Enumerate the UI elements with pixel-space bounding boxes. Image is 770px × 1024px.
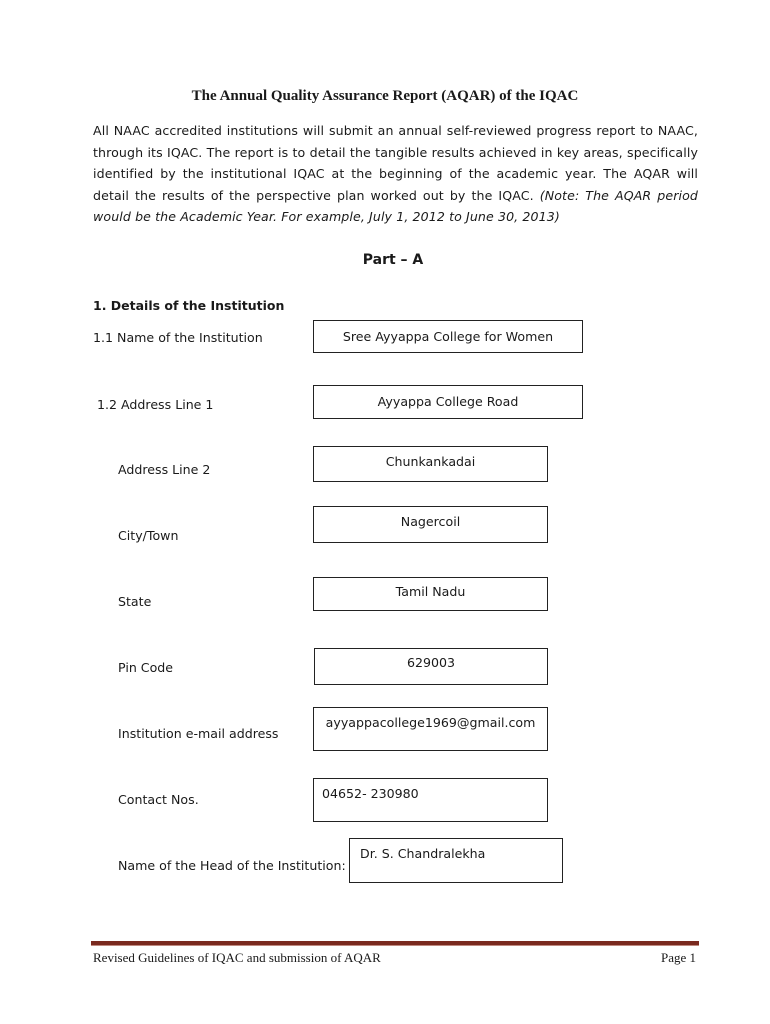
head-of-institution-value: Dr. S. Chandralekha [360,846,486,861]
section-heading: 1. Details of the Institution [93,298,285,313]
head-of-institution-field[interactable] [349,838,563,883]
state-value: Tamil Nadu [395,584,466,599]
footer-divider [91,941,699,946]
email-label: Institution e-mail address [118,726,279,741]
page-number: Page 1 [660,950,696,965]
city-field[interactable] [313,506,548,543]
address-line1-field[interactable] [313,385,583,419]
city-value: Nagercoil [400,514,461,529]
pin-label: Pin Code [118,660,174,675]
email-field[interactable] [313,707,548,751]
address-line2-field[interactable] [313,446,548,482]
address1-label: 1.2 Address Line 1 [97,397,214,412]
head-label: Name of the Head of the Institution: [118,858,346,873]
city-label: City/Town [118,528,179,543]
contact-value: 04652- 230980 [322,786,419,801]
email-value: ayyappacollege1969@gmail.com [325,715,536,730]
name-label: 1.1 Name of the Institution [93,330,263,345]
pin-code-field[interactable] [314,648,548,685]
intro-note: (Note: The AQAR period would be the Academic Year. For example, July 1, 2012 to June 30, 2013) [93,187,698,225]
document-title: The Annual Quality Assurance Report (AQAR) of the IQAC [191,88,579,104]
contact-field[interactable] [313,778,548,822]
institution-name-field[interactable] [313,320,583,353]
institution-name-value: Sree Ayyappa College for Women [342,329,554,344]
intro-text: All NAAC accredited institutions will submit an annual self-reviewed progress report to NAAC, through its IQAC. The report is to detail the tangible results achieved in key areas, specifically identified by the institutional IQAC at the beginning of the academic year. The AQAR will detail the results of the perspective plan worked out by the IQAC. [93,123,698,203]
part-heading: Part – A [362,252,424,268]
state-field[interactable] [313,577,548,611]
contact-label: Contact Nos. [118,792,199,807]
intro-paragraph [93,120,698,228]
pin-code-value: 629003 [406,655,456,670]
address-line1-value: Ayyappa College Road [377,394,519,409]
state-label: State [118,594,152,609]
footer-text: Revised Guidelines of IQAC and submission of AQAR [93,950,381,965]
address-line2-value: Chunkankadai [385,454,476,469]
address2-label: Address Line 2 [118,462,211,477]
